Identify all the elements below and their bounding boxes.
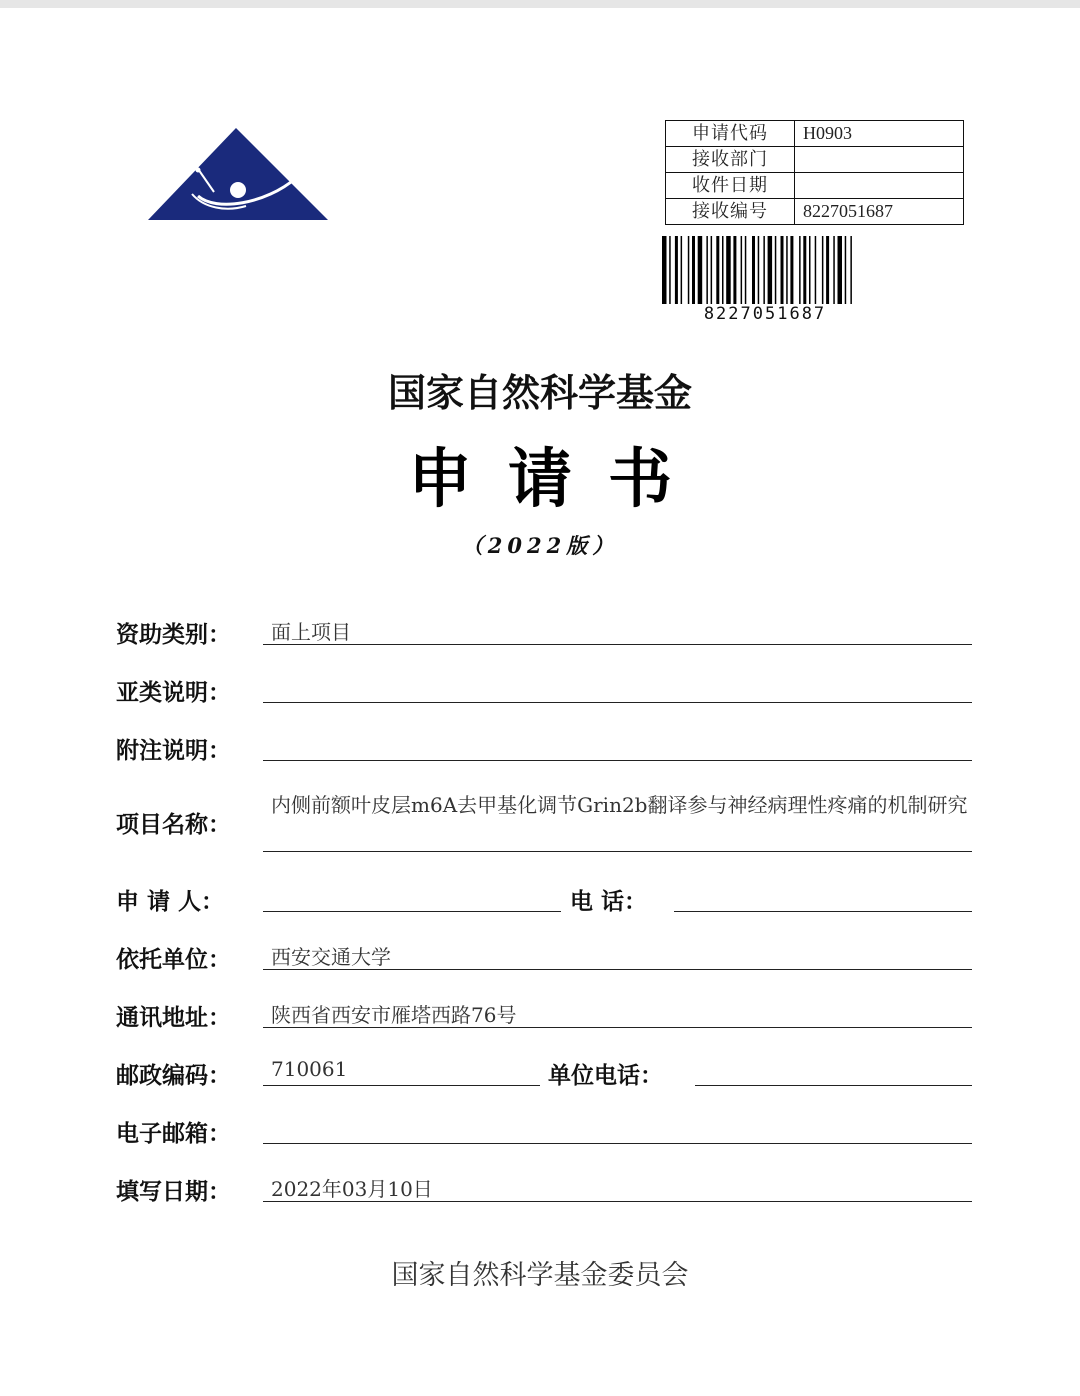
barcode-bar [838,236,843,304]
org-title: 国家自然科学基金 [387,371,692,415]
field-label: 附注说明： [116,738,231,764]
barcode-bar [775,236,777,304]
postcode-value: 710061 [271,1057,348,1081]
field-underline [263,911,561,912]
barcode-bar [722,236,724,304]
barcode-bar [758,236,760,304]
barcode-bar [799,236,801,304]
address-value: 陕西省西安市雁塔西路76号 [271,1003,517,1027]
code-value [795,147,964,173]
barcode-bar [803,236,806,304]
funding-type-value: 面上项目 [271,620,351,644]
barcode [662,236,868,308]
code-key: 接收编号 [666,199,795,225]
table-row [666,147,964,173]
field-label: 通讯地址： [116,1005,231,1031]
barcode-bar [786,236,788,304]
barcode-bar [845,236,847,304]
field-label: 电 话： [570,889,648,915]
barcode-bar [669,236,671,304]
table-row [666,173,964,199]
barcode-bar [711,236,713,304]
field-underline [695,1085,972,1086]
field-underline [263,644,972,645]
field-underline [263,1085,540,1086]
field-underline [263,1027,972,1028]
date-value: 2022年03月10日 [271,1177,433,1201]
barcode-bar [733,236,736,304]
code-value: H0903 [795,121,964,147]
field-underline [674,911,972,912]
field-label: 单位电话： [548,1063,663,1089]
institution-value: 西安交通大学 [271,945,391,969]
field-label: 亚类说明： [116,680,231,706]
barcode-bar [833,236,835,304]
barcode-bar [745,236,747,304]
table-row [666,199,964,225]
barcode-bar [681,236,683,304]
table-row [666,121,964,147]
barcode-bar [815,236,817,304]
barcode-number: 8227051687 [703,304,827,324]
barcode-bar [790,236,793,304]
code-table [665,120,964,225]
barcode-bar [675,236,678,304]
field-label: 填写日期： [116,1179,231,1205]
nsfc-logo [146,126,330,222]
field-label: 申 请 人： [116,889,225,915]
barcode-bar [781,236,784,304]
barcode-bar [698,236,703,304]
field-underline [263,851,972,852]
code-key: 收件日期 [666,173,795,199]
barcode-bar [741,236,743,304]
top-edge [0,0,1080,8]
barcode-bar [726,236,731,304]
barcode-bar [850,236,852,304]
edition-label: （2022版） [461,533,619,558]
field-label: 资助类别： [116,622,231,648]
barcode-bar [763,236,765,304]
barcode-bar [692,236,695,304]
code-value: 8227051687 [795,199,964,225]
field-label: 项目名称： [116,812,231,838]
code-value [795,173,964,199]
barcode-bar [662,236,667,304]
field-underline [263,969,972,970]
barcode-bar [716,236,719,304]
barcode-bar [809,236,811,304]
code-key: 接收部门 [666,147,795,173]
field-label: 依托单位： [116,947,231,973]
field-underline [263,1201,972,1202]
doc-title: 申请书 [408,443,708,517]
barcode-bar [706,236,708,304]
barcode-bar [768,236,773,304]
field-underline [263,760,972,761]
project-name-value: 内侧前额叶皮层m6A去甲基化调节Grin2b翻译参与神经病理性疼痛的机制研究 [271,793,968,817]
field-label: 邮政编码： [116,1063,231,1089]
field-underline [263,1143,972,1144]
field-underline [263,702,972,703]
barcode-bar [826,236,829,304]
barcode-bar [688,236,690,304]
barcode-bar [752,236,755,304]
code-key: 申请代码 [666,121,795,147]
field-label: 电子邮箱： [116,1121,231,1147]
footer-org: 国家自然科学基金委员会 [391,1260,689,1291]
barcode-bar [822,236,824,304]
